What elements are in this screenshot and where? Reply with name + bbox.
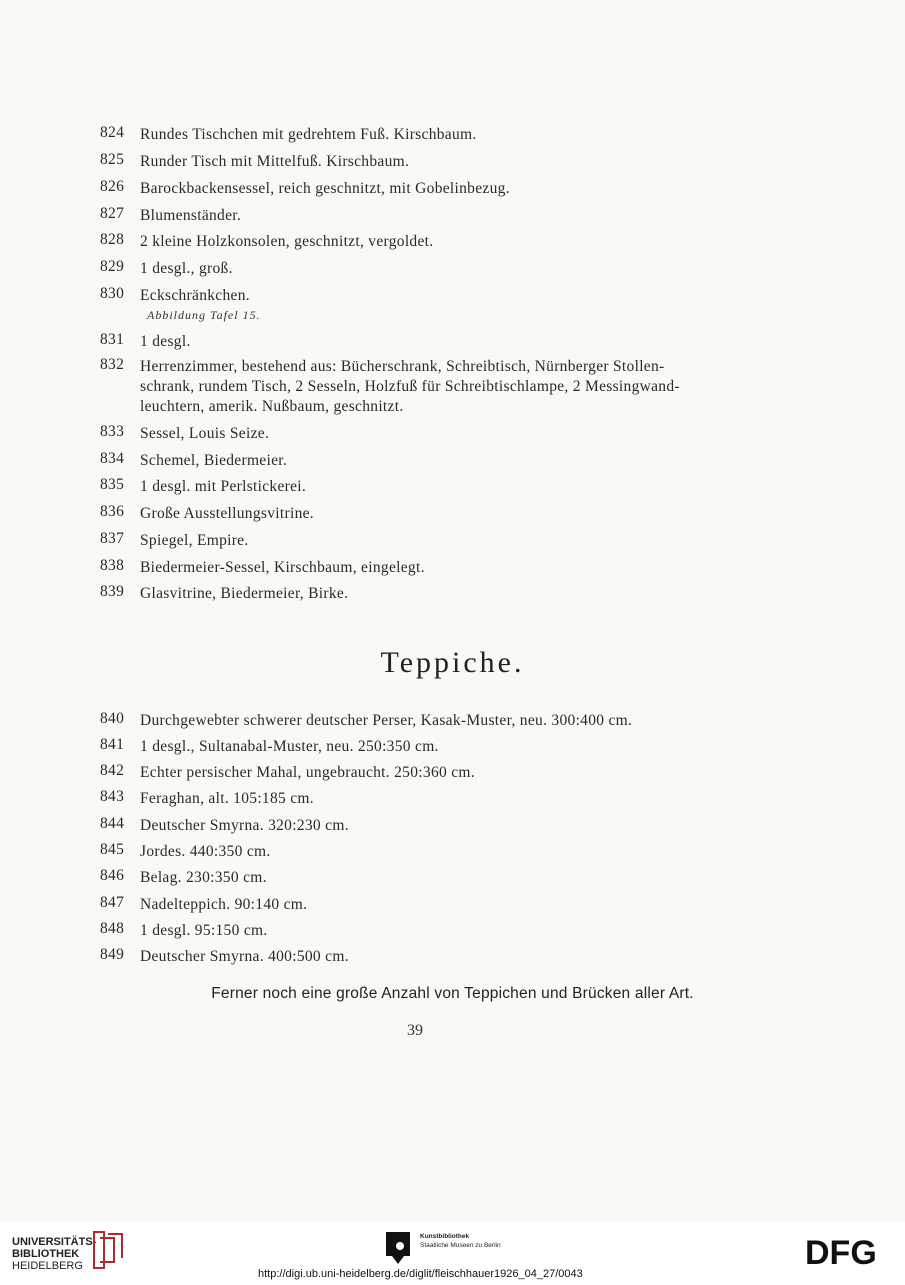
item-number: 846 [100, 867, 125, 884]
item-number: 833 [100, 423, 125, 440]
source-url-link[interactable]: http://digi.ub.uni-heidelberg.de/diglit/fleischhauer1926_04_27/0043 [258, 1268, 583, 1280]
item-text: 1 desgl. 95:150 cm. [140, 922, 268, 939]
section-title: Teppiche. [380, 646, 525, 679]
item-number: 841 [100, 736, 125, 753]
item-text: Feraghan, alt. 105:185 cm. [140, 790, 314, 807]
item-text: Barockbackensessel, reich geschnitzt, mit Gobelinbezug. [140, 180, 510, 197]
item-text: Glasvitrine, Biedermeier, Birke. [140, 585, 349, 602]
item-text: 1 desgl., Sultanabal-Muster, neu. 250:350 cm. [140, 738, 439, 755]
item-number: 827 [100, 205, 125, 222]
ub-line-1: UNIVERSITÄTS- [12, 1236, 97, 1248]
page-number: 39 [407, 1022, 423, 1039]
item-number: 843 [100, 788, 125, 805]
item-text: Jordes. 440:350 cm. [140, 843, 271, 860]
item-number: 839 [100, 583, 125, 600]
library-footer [0, 1222, 905, 1285]
item-number: 828 [100, 231, 125, 248]
kunstbibliothek-logo-text [420, 1232, 501, 1250]
item-text: Deutscher Smyrna. 320:230 cm. [140, 817, 349, 834]
item-text-line-1: Herrenzimmer, bestehend aus: Bücherschrank, Schreibtisch, Nürnberger Stollen- [140, 358, 665, 375]
item-number: 834 [100, 450, 125, 467]
item-text: 1 desgl. mit Perlstickerei. [140, 478, 307, 495]
item-number: 837 [100, 530, 125, 547]
item-text: Biedermeier-Sessel, Kirschbaum, eingelegt. [140, 559, 425, 576]
item-number: 845 [100, 841, 125, 858]
kunstbibliothek-logo-icon [386, 1232, 414, 1264]
closing-note: Ferner noch eine große Anzahl von Teppichen und Brücken aller Art. [211, 985, 694, 1002]
item-text: Schemel, Biedermeier. [140, 452, 288, 469]
item-text: Echter persischer Mahal, ungebraucht. 250:360 cm. [140, 764, 475, 781]
item-number: 842 [100, 762, 125, 779]
item-number: 832 [100, 356, 125, 373]
item-text: Rundes Tischchen mit gedrehtem Fuß. Kirschbaum. [140, 126, 477, 143]
illustration-reference: Abbildung Tafel 15. [147, 308, 261, 322]
item-number: 847 [100, 894, 125, 911]
item-text: Nadelteppich. 90:140 cm. [140, 896, 308, 913]
item-text: Blumenständer. [140, 207, 242, 224]
university-library-logo-text [12, 1236, 96, 1272]
item-text: Durchgewebter schwerer deutscher Perser, Kasak-Muster, neu. 300:400 cm. [140, 712, 633, 729]
item-number: 840 [100, 710, 125, 727]
item-number: 824 [100, 124, 125, 141]
kb-line-2: Staatliche Museen zu Berlin [420, 1242, 501, 1249]
item-text: 2 kleine Holzkonsolen, geschnitzt, vergoldet. [140, 233, 434, 250]
item-number: 849 [100, 946, 125, 963]
item-text: 1 desgl., groß. [140, 260, 233, 277]
item-text: 1 desgl. [140, 333, 191, 350]
ub-line-2: BIBLIOTHEK [12, 1248, 80, 1260]
item-text-line-2: schrank, rundem Tisch, 2 Sesseln, Holzfuß für Schreibtischlampe, 2 Messingwand- [140, 378, 680, 395]
university-library-logo-icon [90, 1228, 126, 1272]
item-number: 830 [100, 285, 125, 302]
kb-line-1: Kunstbibliothek [420, 1233, 470, 1240]
item-number: 848 [100, 920, 125, 937]
item-number: 825 [100, 151, 125, 168]
item-number: 831 [100, 331, 125, 348]
item-number: 838 [100, 557, 125, 574]
item-text: Große Ausstellungsvitrine. [140, 505, 314, 522]
item-number: 829 [100, 258, 125, 275]
item-text: Spiegel, Empire. [140, 532, 249, 549]
dfg-logo: DFG [805, 1234, 877, 1272]
item-number: 836 [100, 503, 125, 520]
item-text: Deutscher Smyrna. 400:500 cm. [140, 948, 349, 965]
item-text: Eckschränkchen. [140, 287, 250, 304]
item-text: Belag. 230:350 cm. [140, 869, 267, 886]
ub-line-3: HEIDELBERG [12, 1260, 83, 1272]
item-text-line-3: leuchtern, amerik. Nußbaum, geschnitzt. [140, 398, 404, 415]
item-number: 844 [100, 815, 125, 832]
item-text: Sessel, Louis Seize. [140, 425, 270, 442]
item-number: 835 [100, 476, 125, 493]
item-text: Runder Tisch mit Mittelfuß. Kirschbaum. [140, 153, 410, 170]
item-number: 826 [100, 178, 125, 195]
